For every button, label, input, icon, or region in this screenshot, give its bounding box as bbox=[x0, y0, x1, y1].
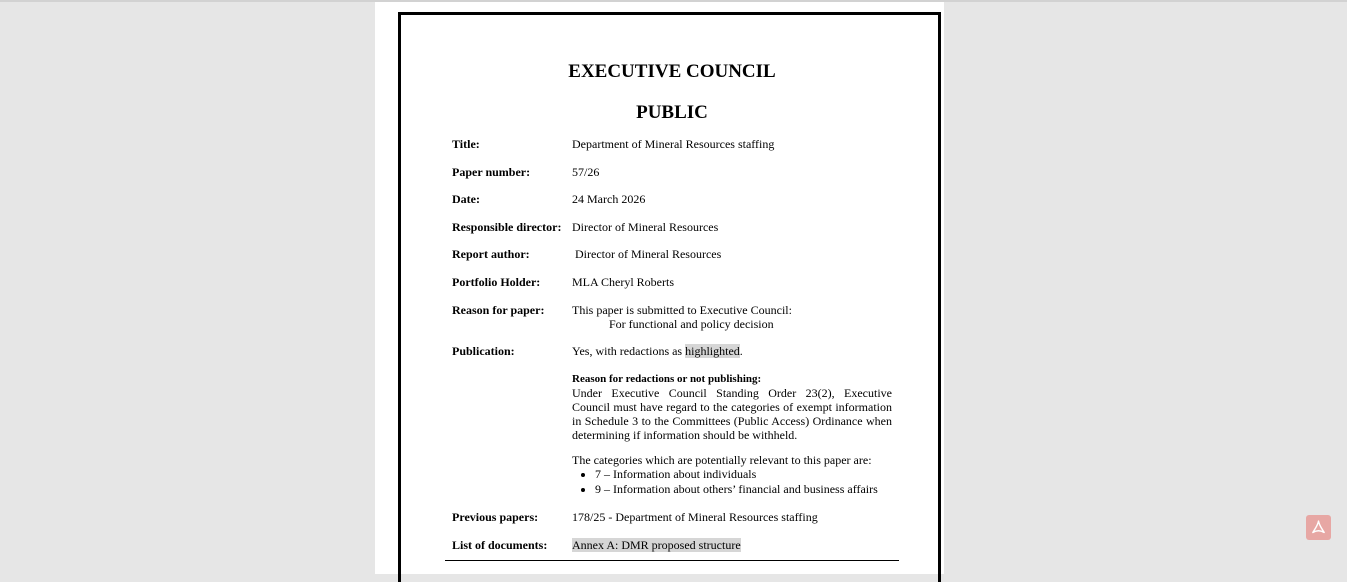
reason-for-paper-value bbox=[572, 303, 892, 331]
list-of-documents-value bbox=[572, 538, 892, 552]
categories-list bbox=[572, 467, 892, 497]
paper-number-value: 57/26 bbox=[572, 165, 600, 179]
reason-line-1: This paper is submitted to Executive Council: bbox=[572, 303, 792, 317]
publication-suffix: . bbox=[739, 344, 743, 358]
reason-for-paper-label: Reason for paper: bbox=[452, 303, 545, 317]
report-author-label: Report author: bbox=[452, 247, 530, 261]
category-item: • 9 – Information about others’ financial and business affairs bbox=[595, 482, 892, 497]
publication-value bbox=[572, 344, 892, 358]
date-value: 24 March 2026 bbox=[572, 192, 646, 206]
redaction-reason-heading: Reason for redactions or not publishing: bbox=[572, 373, 762, 385]
paper-number-label: Paper number: bbox=[452, 165, 531, 179]
previous-papers-label: Previous papers: bbox=[452, 510, 539, 524]
list-of-documents-highlighted: Annex A: DMR proposed structure bbox=[572, 538, 741, 552]
report-author-value: Director of Mineral Resources bbox=[575, 247, 722, 261]
list-of-documents-label: List of documents: bbox=[452, 538, 548, 552]
council-heading: EXECUTIVE COUNCIL bbox=[568, 61, 776, 82]
acrobat-icon[interactable] bbox=[1306, 515, 1331, 540]
categories-intro: The categories which are potentially relevant to this paper are: bbox=[572, 453, 872, 467]
previous-papers-value: 178/25 - Department of Mineral Resources staffing bbox=[572, 510, 818, 524]
categories-content bbox=[572, 453, 892, 497]
responsible-director-value: Director of Mineral Resources bbox=[572, 220, 719, 234]
horizontal-rule bbox=[445, 560, 899, 561]
redaction-reason-content bbox=[572, 372, 892, 442]
category-item: • 7 – Information about individuals bbox=[595, 467, 892, 482]
date-label: Date: bbox=[452, 192, 480, 206]
publication-highlighted: highlighted bbox=[685, 344, 740, 358]
classification-heading: PUBLIC bbox=[636, 102, 708, 123]
title-value: Department of Mineral Resources staffing bbox=[572, 137, 775, 151]
reason-line-2: For functional and policy decision bbox=[609, 317, 774, 331]
title-label: Title: bbox=[452, 137, 480, 151]
responsible-director-label: Responsible director: bbox=[452, 220, 562, 234]
portfolio-holder-label: Portfolio Holder: bbox=[452, 275, 541, 289]
acrobat-glyph bbox=[1310, 519, 1327, 536]
publication-prefix: Yes, with redactions as bbox=[572, 344, 686, 358]
publication-label: Publication: bbox=[452, 344, 515, 358]
document-page bbox=[375, 2, 944, 574]
portfolio-holder-value: MLA Cheryl Roberts bbox=[572, 275, 674, 289]
redaction-reason-text: Under Executive Council Standing Order 23(2), Executive Council must have regard to the categories of exempt information in Schedule 3 to the Committees (Public Access) Ordinance when determining if information should be withheld. bbox=[572, 386, 892, 442]
